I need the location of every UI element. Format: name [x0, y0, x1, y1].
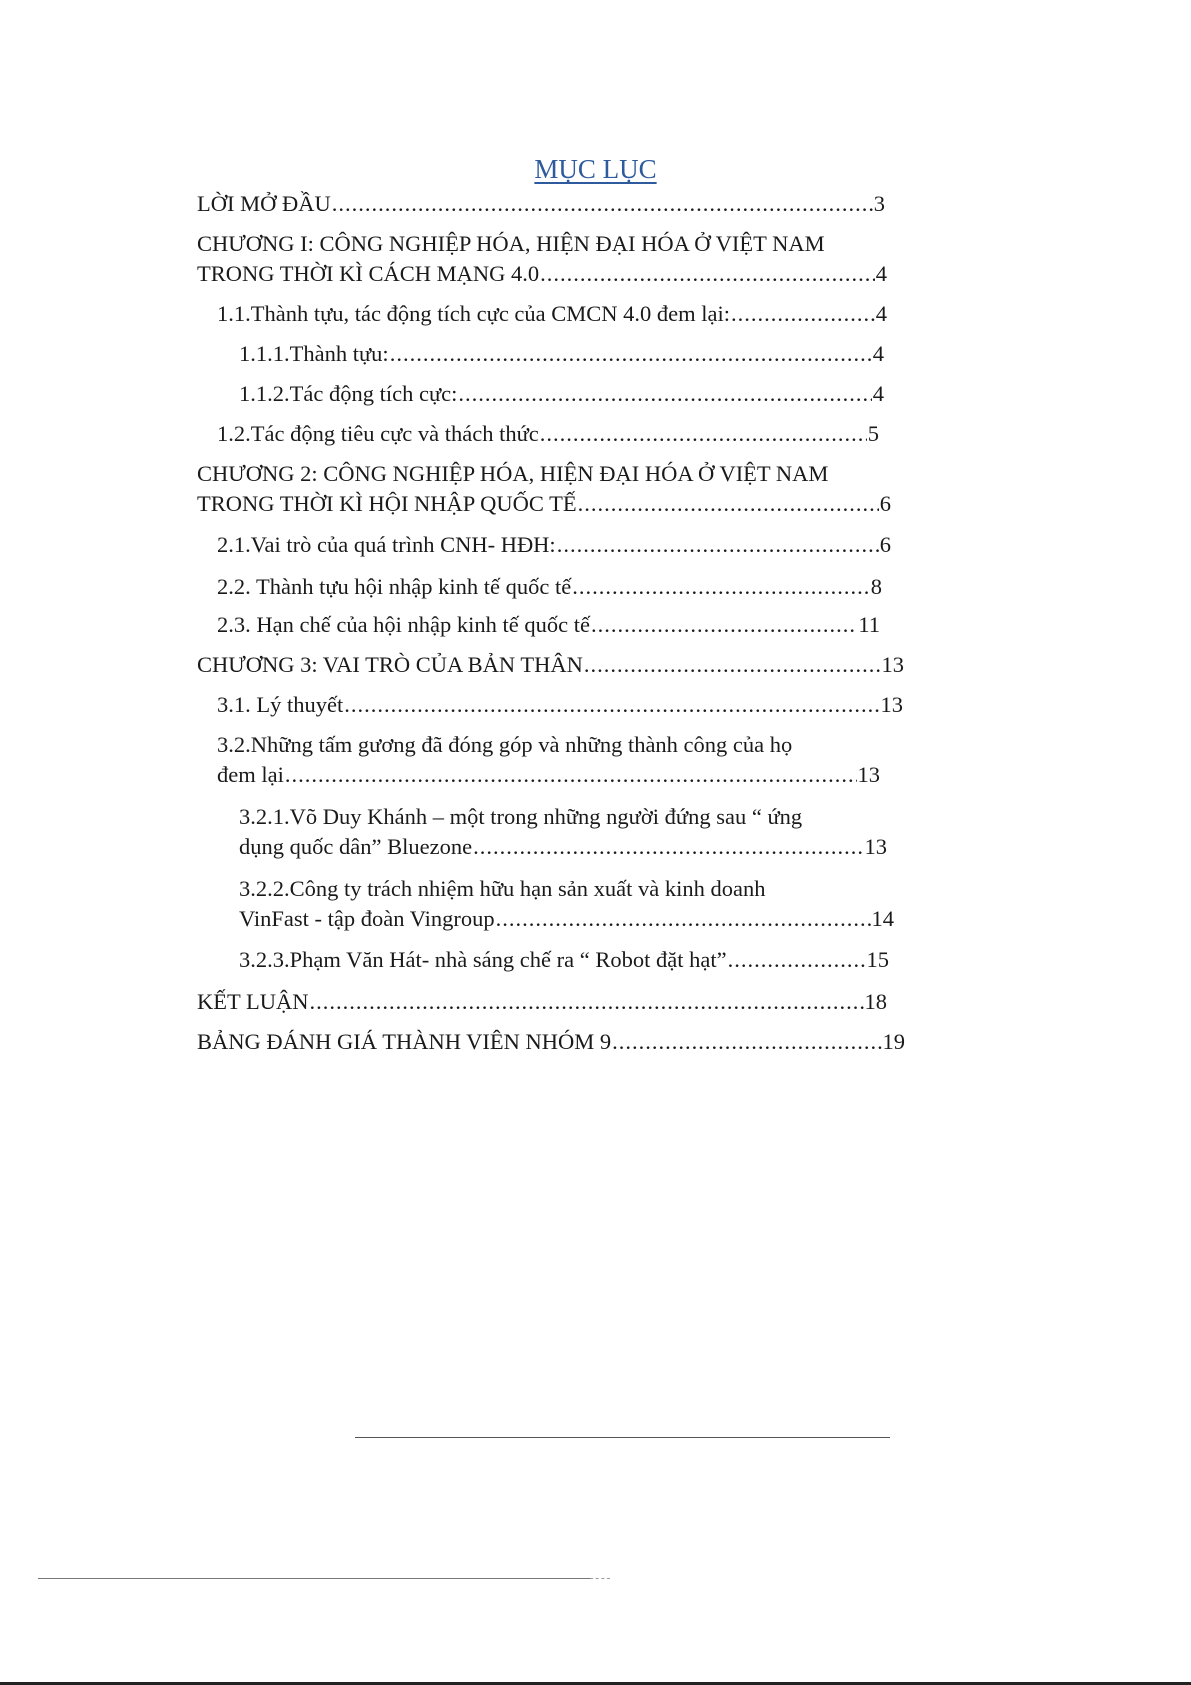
- toc-page-number: 14: [871, 906, 894, 931]
- toc-entry-text: dụng quốc dân” Bluezone: [239, 834, 473, 859]
- toc-entry[interactable]: [239, 945, 889, 975]
- toc-entry-text: 2.3. Hạn chế của hội nhập kinh tế quốc tế: [217, 612, 591, 637]
- toc-page-number: 13: [864, 834, 887, 859]
- toc-entry[interactable]: [197, 1027, 905, 1057]
- toc-page-number: 4: [872, 381, 884, 406]
- toc-page-number: 6: [879, 532, 891, 557]
- toc-entry[interactable]: [217, 730, 880, 790]
- toc-entry-text: VinFast - tập đoàn Vingroup: [239, 906, 495, 931]
- toc-entry[interactable]: [239, 874, 894, 934]
- toc-title-text: MỤC LỤC: [534, 154, 657, 184]
- toc-entry-text-line1: 3.2.Những tấm gương đã đóng góp và những thành công của họ: [217, 732, 793, 757]
- toc-leader: [309, 987, 863, 1017]
- toc-page-number: 3: [873, 191, 885, 216]
- toc-entry-text-line1: CHƯƠNG 2: CÔNG NGHIỆP HÓA, HIỆN ĐẠI HÓA Ở VIỆT NAM: [197, 461, 829, 486]
- toc-entry[interactable]: [217, 419, 879, 449]
- toc-leader: [540, 259, 875, 289]
- toc-leader: [285, 760, 857, 790]
- footnote-separator-tail: [590, 1578, 610, 1579]
- toc-entry[interactable]: [197, 650, 904, 680]
- toc-leader: [557, 530, 879, 560]
- toc-entry-text: 3.1. Lý thuyết: [217, 692, 344, 717]
- toc-entry-text: 2.1.Vai trò của quá trình CNH- HĐH:: [217, 532, 556, 557]
- toc-entry-text-line1: CHƯƠNG I: CÔNG NGHIỆP HÓA, HIỆN ĐẠI HÓA Ở VIỆT NAM: [197, 231, 825, 256]
- toc-page-number: 15: [866, 947, 889, 972]
- toc-page-number: 4: [875, 261, 887, 286]
- toc-leader: [473, 832, 863, 862]
- separator-line: [355, 1437, 890, 1438]
- toc-entry-text: 1.1.1.Thành tựu:: [239, 341, 389, 366]
- toc-entry[interactable]: [239, 802, 887, 862]
- toc-page-number: 13: [881, 652, 904, 677]
- toc-leader: [728, 945, 866, 975]
- toc-entry-text: 1.2.Tác động tiêu cực và thách thức: [217, 421, 539, 446]
- toc-page-number: 5: [867, 421, 879, 446]
- toc-leader: [344, 690, 879, 720]
- toc-page-number: 18: [864, 989, 887, 1014]
- toc-entry-text: BẢNG ĐÁNH GIÁ THÀNH VIÊN NHÓM 9: [197, 1029, 612, 1054]
- toc-entry-text: CHƯƠNG 3: VAI TRÒ CỦA BẢN THÂN: [197, 652, 583, 677]
- toc-entry[interactable]: [217, 572, 882, 602]
- toc-entry[interactable]: [217, 610, 880, 640]
- toc-entry[interactable]: [239, 379, 884, 409]
- toc-entry[interactable]: [197, 459, 891, 519]
- toc-entry-text: đem lại: [217, 762, 284, 787]
- toc-entry[interactable]: [217, 690, 903, 720]
- toc-page-number: 4: [872, 341, 884, 366]
- toc-leader: [612, 1027, 881, 1057]
- toc-entry-text: 2.2. Thành tựu hội nhập kinh tế quốc tế: [217, 574, 572, 599]
- toc-entry-text: TRONG THỜI KÌ CÁCH MẠNG 4.0: [197, 261, 540, 286]
- toc-entry[interactable]: [217, 530, 891, 560]
- toc-leader: [332, 189, 873, 219]
- toc-page-number: 8: [870, 574, 882, 599]
- toc-leader: [731, 299, 875, 329]
- toc-page-number: 4: [875, 301, 887, 326]
- toc-entry-text-line1: 3.2.2.Công ty trách nhiệm hữu hạn sản xuất và kinh doanh: [239, 876, 766, 901]
- toc-page-number: 11: [858, 612, 880, 637]
- toc-entry[interactable]: [197, 229, 887, 289]
- toc-entry-text: 3.2.3.Phạm Văn Hát- nhà sáng chế ra “ Robot đặt hạt”: [239, 947, 727, 972]
- toc-page-number: 6: [879, 491, 891, 516]
- toc-entry-text: 1.1.Thành tựu, tác động tích cực của CMCN 4.0 đem lại:: [217, 301, 731, 326]
- toc-leader: [496, 904, 871, 934]
- toc-leader: [584, 650, 881, 680]
- toc-entry[interactable]: [197, 987, 887, 1017]
- toc-leader: [458, 379, 871, 409]
- footnote-separator: [38, 1578, 590, 1579]
- toc-leader: [540, 419, 867, 449]
- toc-entry-text-line1: 3.2.1.Võ Duy Khánh – một trong những người đứng sau “ ứng: [239, 804, 803, 829]
- toc-entry-text: TRONG THỜI KÌ HỘI NHẬP QUỐC TẾ: [197, 491, 577, 516]
- toc-leader: [572, 572, 870, 602]
- toc-page-number: 19: [882, 1029, 905, 1054]
- toc-leader: [578, 489, 879, 519]
- toc-leader: [390, 339, 872, 369]
- toc-entry-text: KẾT LUẬN: [197, 989, 309, 1014]
- toc-page-number: 13: [880, 692, 903, 717]
- toc-entry[interactable]: [197, 189, 885, 219]
- toc-entry[interactable]: [239, 339, 884, 369]
- toc-entry-text: 1.1.2.Tác động tích cực:: [239, 381, 458, 406]
- toc-page-number: 13: [857, 762, 880, 787]
- toc-entry[interactable]: [217, 299, 887, 329]
- toc-entry-text: LỜI MỞ ĐẦU: [197, 191, 331, 216]
- toc-leader: [591, 610, 857, 640]
